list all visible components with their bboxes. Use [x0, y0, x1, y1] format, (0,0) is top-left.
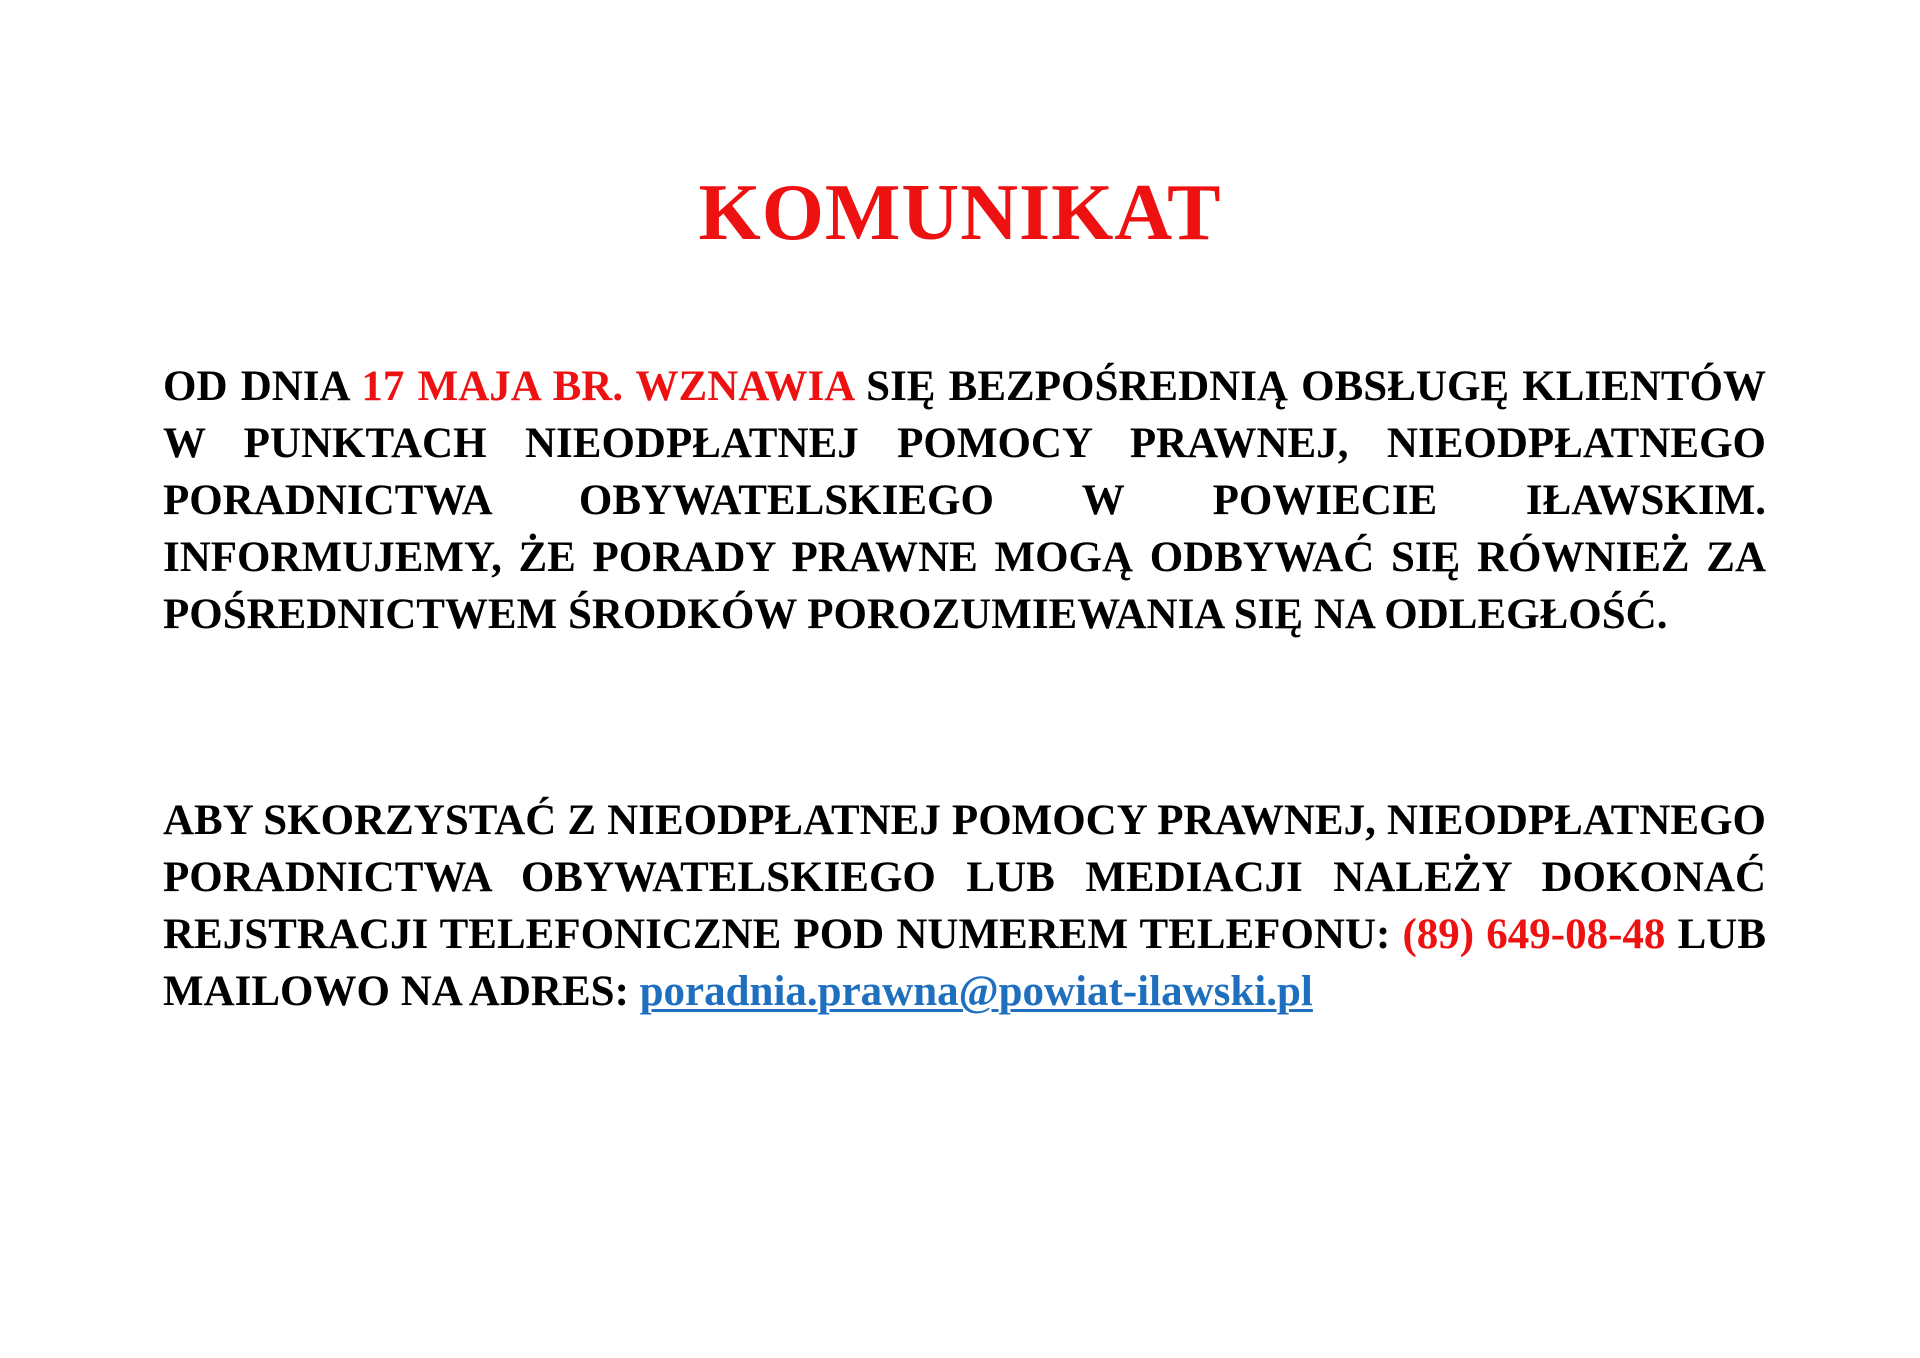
reopening-date-highlight: 17 MAJA BR. WZNAWIA [361, 363, 853, 410]
paragraph2-mail-text: LUB MAILOWO NA ADRES: [163, 911, 1767, 1015]
phone-area-code: (89) [1402, 911, 1475, 958]
phone-gap [1474, 911, 1486, 958]
paragraph1-body-text: SIĘ BEZPOŚREDNIĄ OBSŁUGĘ KLIENTÓW W PUNKTACH NIEODPŁATNEJ POMOCY PRAWNEJ, NIEODPŁATNEGO PORADNICTWA OBYWATELSKIEGO W POWIECIE IŁAWSKIM. INFORMUJEMY, ŻE PORADY PRAWNE MOGĄ ODBYWAĆ SIĘ RÓWNIEŻ ZA POŚREDNICTWEM ŚRODKÓW POROZUMIEWANIA SIĘ NA ODLEGŁOŚĆ. [163, 363, 1766, 638]
notice-title: KOMUNIKAT [698, 169, 1222, 257]
phone-number: 649-08-48 [1486, 911, 1666, 958]
paragraph1-intro-text: OD DNIA [163, 363, 362, 410]
paragraph2-intro-text: ABY SKORZYSTAĆ Z NIEODPŁATNEJ POMOCY PRAWNEJ, NIEODPŁATNEGO PORADNICTWA OBYWATELSKIEGO LUB MEDIACJI NALEŻY DOKONAĆ REJSTRACJI TELEFONICZNE POD NUMEREM TELEFONU: [163, 797, 1766, 958]
notice-paragraph-reopening [163, 358, 1766, 643]
notice-paragraph-registration [163, 792, 1766, 1020]
email-link[interactable]: poradnia.prawna@powiat-ilawski.pl [639, 968, 1313, 1015]
